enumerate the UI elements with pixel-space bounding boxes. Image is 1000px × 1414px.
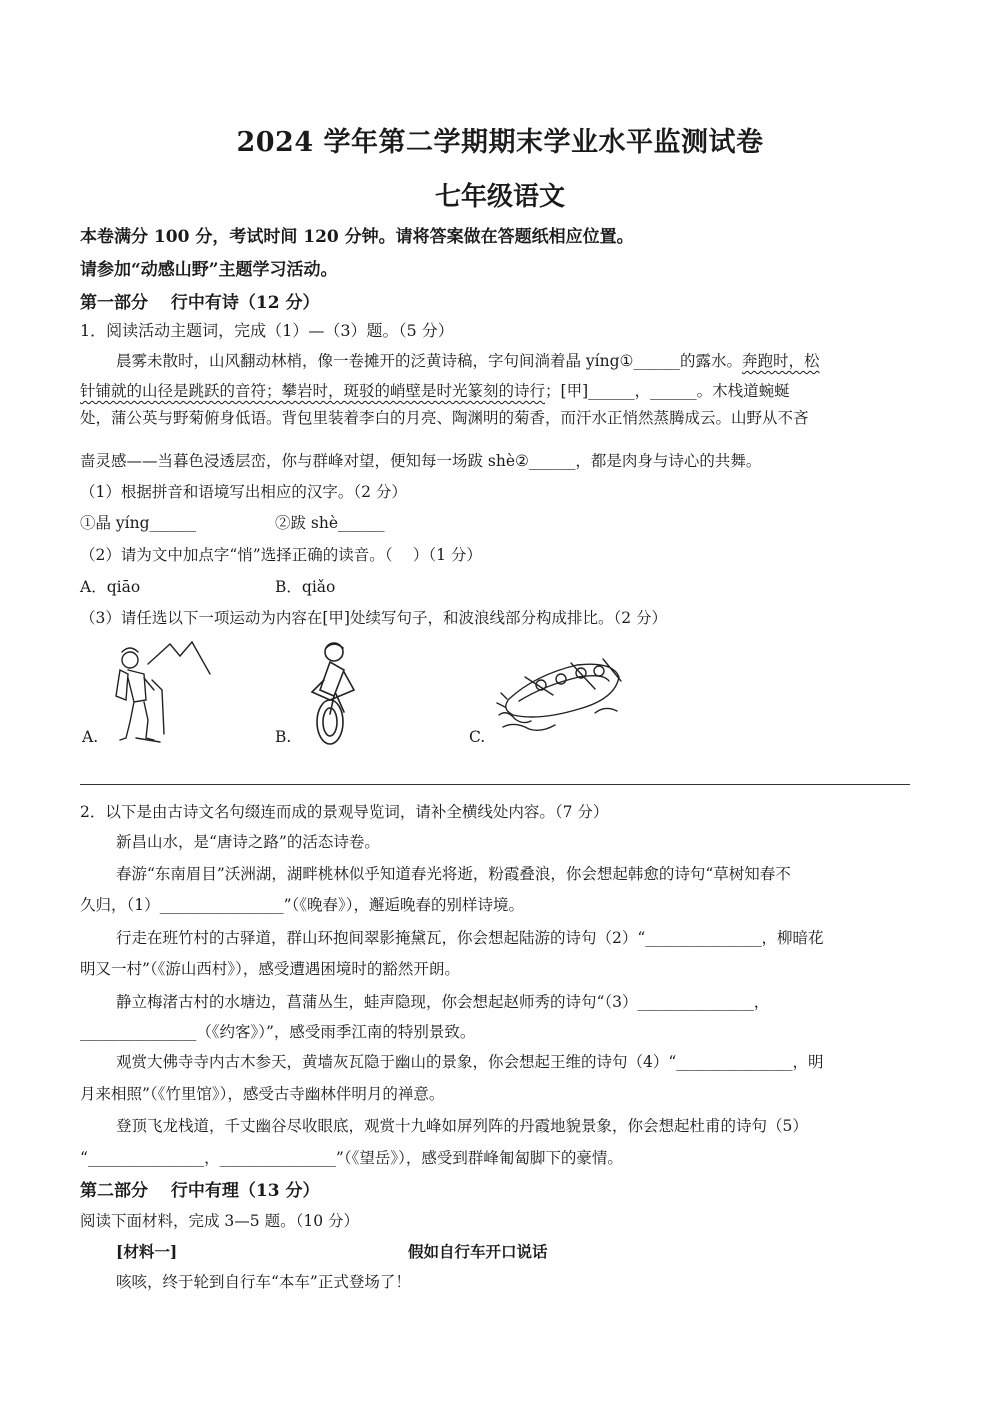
- q1-passage-text: ；[甲]______，______。木栈道蜿蜒: [545, 382, 790, 400]
- q2-text-line: _______________（《约客》）”，感受雨季江南的特别景致。: [80, 1023, 476, 1041]
- exam-title: 2024 学年第二学期期末学业水平监测试卷: [236, 127, 764, 158]
- material-first-line: 咳咳，终于轮到自行车“本车”正式登场了！: [116, 1273, 411, 1291]
- part2-intro: 阅读下面材料，完成 3—5 题。（10 分）: [80, 1212, 359, 1230]
- q1-sub1-blank-a: ①晶 yíng______: [80, 514, 197, 532]
- q1-passage-line: [116, 349, 819, 371]
- hiker-illustration: [100, 638, 215, 746]
- q1-wavy-text: 奔跑时，松: [741, 352, 820, 370]
- q2-text-line: 明又一村”（《游山西村》），感受遭遇困境时的豁然开朗。: [80, 960, 460, 978]
- q1-option-b: B．qiǎo: [275, 578, 336, 596]
- q2-stem: 2．以下是由古诗文名句缀连而成的景观导览词，请补全横线处内容。（7 分）: [80, 803, 609, 821]
- q2-text-line: 行走在班竹村的古驿道，群山环抱间翠影掩黛瓦，你会想起陆游的诗句（2）“_______________，柳暗花: [116, 929, 824, 947]
- q2-text-line: 月来相照”（《竹里馆》），感受古寺幽林伴明月的禅意。: [80, 1085, 445, 1103]
- q2-text-line: 静立梅渚古村的水塘边，菖蒲丛生，蛙声隐现，你会想起赵师秀的诗句“（3）_______________，: [116, 993, 770, 1011]
- q1-passage-line: 处，蒲公英与野菊俯身低语。背包里装着李白的月亮、陶渊明的菊香，而汗水正悄然蒸腾成云。山野从不吝: [80, 409, 809, 427]
- part1-heading: 第一部分 行中有诗（12 分）: [80, 293, 320, 313]
- material-label: [材料一]: [116, 1242, 178, 1261]
- exam-subtitle: 七年级语文: [434, 182, 565, 212]
- q1-sub3: （3）请任选以下一项运动为内容在[甲]处续写句子，和波浪线部分构成排比。（2 分）: [80, 609, 667, 627]
- q1-wavy-text: 针铺就的山径是跳跃的音符；攀岩时，斑驳的峭壁是时光篆刻的诗行: [80, 382, 546, 400]
- picture-a-label: A.: [82, 728, 99, 746]
- theme-line: 请参加“动感山野”主题学习活动。: [80, 260, 338, 280]
- mountain-outline: [148, 642, 210, 674]
- picture-c-label: C.: [469, 728, 486, 746]
- part2-heading: 第二部分 行中有理（13 分）: [80, 1181, 320, 1201]
- q1-passage-line: [80, 379, 790, 401]
- q2-text-line: 登顶飞龙栈道，千丈幽谷尽收眼底，观赏十九峰如屏列阵的丹霞地貌景象，你会想起杜甫的诗句（5）: [116, 1117, 808, 1135]
- cyclist-illustration: [300, 640, 370, 748]
- picture-b-label: B.: [275, 728, 292, 746]
- q1-passage-text: 晨雾未散时，山风翻动林梢，像一卷摊开的泛黄诗稿，字句间淌着晶 yíng①______的露水。: [116, 352, 742, 370]
- answer-line: [80, 784, 910, 785]
- exam-instruction: 本卷满分 100 分，考试时间 120 分钟。请将答案做在答题纸相应位置。: [80, 227, 634, 247]
- q1-stem: 1．阅读活动主题词，完成（1）—（3）题。（5 分）: [80, 321, 454, 340]
- material-title: 假如自行车开口说话: [408, 1242, 548, 1261]
- rafting-illustration: [495, 655, 630, 735]
- q2-text-line: 新昌山水，是“唐诗之路”的活态诗卷。: [116, 833, 380, 851]
- q2-text-line: 春游“东南眉目”沃洲湖，湖畔桃林似乎知道春光将逝，粉霞叠浪，你会想起韩愈的诗句“草树知春不: [116, 865, 791, 883]
- q2-text-line: “_______________，_______________”（《望岳》），感受到群峰匍匐脚下的豪情。: [80, 1149, 623, 1167]
- q2-text-line: 观赏大佛寺寺内古木参天，黄墙灰瓦隐于幽山的景象，你会想起王维的诗句（4）“_______________，明: [116, 1053, 824, 1071]
- q1-sub2: （2）请为文中加点字“悄”选择正确的读音。（ ）（1 分）: [80, 546, 482, 564]
- q1-sub1: （1）根据拼音和语境写出相应的汉字。（2 分）: [80, 483, 407, 501]
- q2-text-line: 久归，（1）________________”（《晚春》），邂逅晚春的别样诗境。: [80, 896, 525, 914]
- q1-passage-line: 啬灵感——当暮色浸透层峦，你与群峰对望，便知每一场跋 shè②______，都是肉身与诗心的共舞。: [80, 452, 762, 470]
- q1-sub1-blank-b: ②跋 shè______: [275, 514, 385, 532]
- q1-option-a: A．qiāo: [80, 578, 141, 596]
